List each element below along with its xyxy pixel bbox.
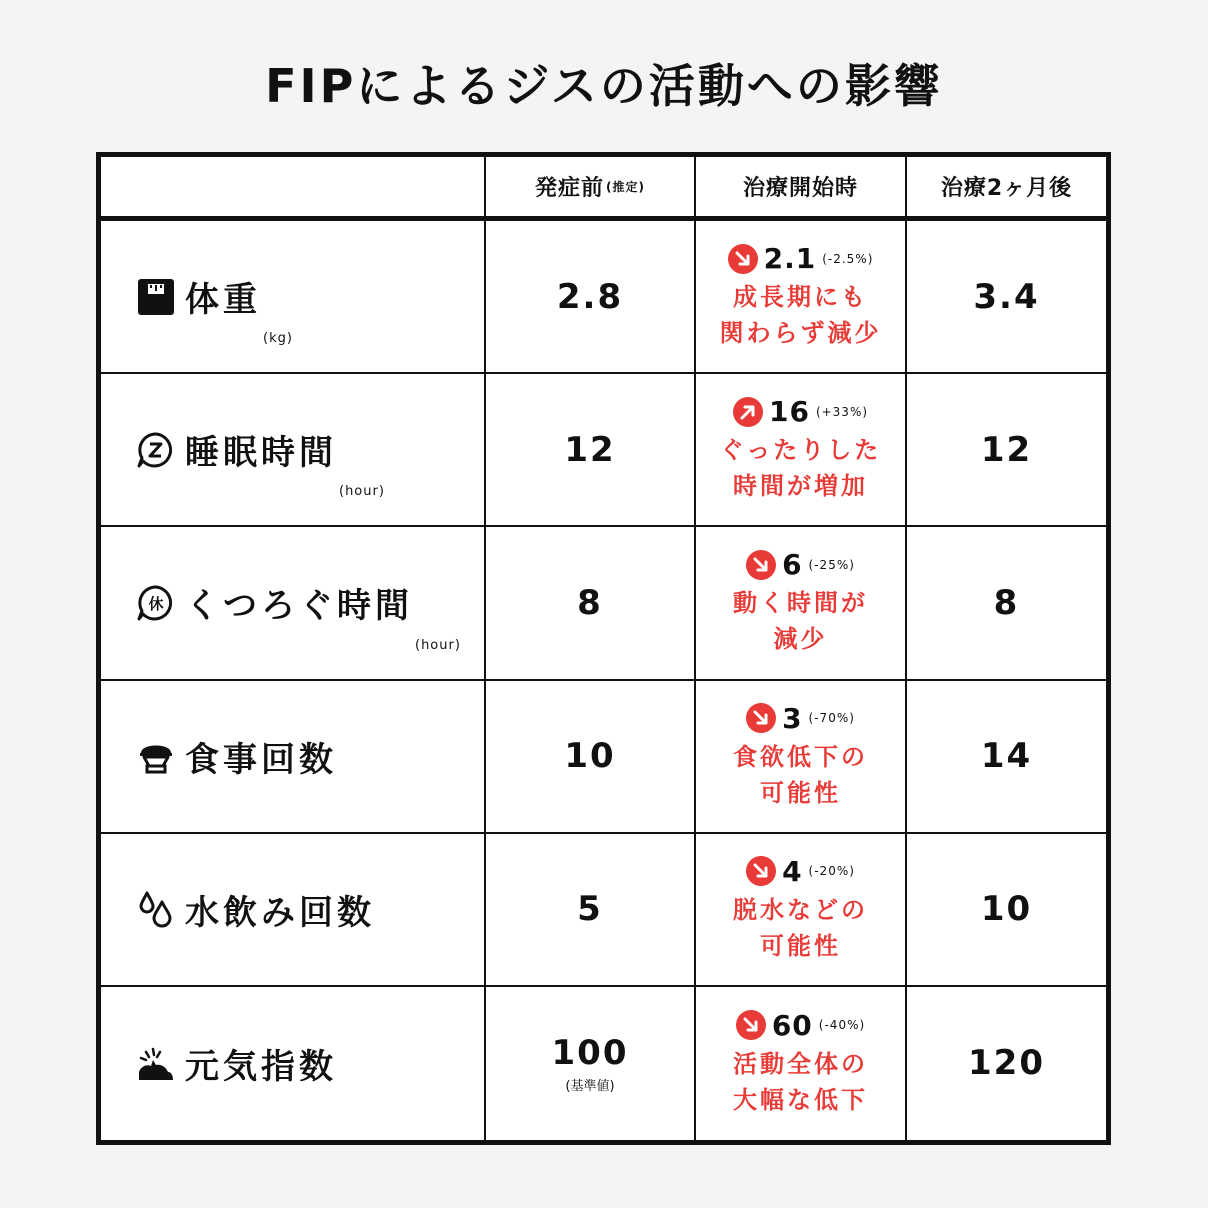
row-label-weight <box>101 221 486 374</box>
comparison-table <box>96 152 1111 1145</box>
before-value-cell <box>486 221 696 374</box>
header-before-note: (推定) <box>606 180 645 194</box>
start-description-line1: 成長期にも <box>733 283 868 312</box>
after-value: 120 <box>968 1043 1045 1084</box>
water-drops-icon <box>135 888 177 930</box>
row-label-text: 水飲み回数 <box>185 892 375 933</box>
row-label-sleep <box>101 374 486 527</box>
start-description <box>733 739 868 811</box>
row-label-unit: (hour) <box>339 484 385 500</box>
arrow-up-right-icon <box>733 397 763 427</box>
before-value: 5 <box>577 889 603 930</box>
header-after <box>907 157 1106 221</box>
arrow-down-right-icon <box>746 703 776 733</box>
start-description-line2: 可能性 <box>760 778 841 807</box>
header-after-label: 治療2ヶ月後 <box>940 176 1073 201</box>
after-value-cell <box>907 527 1106 680</box>
start-description <box>733 892 868 964</box>
arrow-down-right-icon <box>736 1010 766 1040</box>
energetic-cat-icon <box>135 1042 177 1084</box>
row-label-text: 食事回数 <box>185 739 337 780</box>
arrow-down-right-icon <box>746 856 776 886</box>
rest-bubble-icon <box>135 582 177 624</box>
start-description-line1: 食欲低下の <box>733 742 868 771</box>
start-description-line2: 減少 <box>773 625 828 654</box>
start-description <box>720 279 882 351</box>
header-start <box>696 157 907 221</box>
after-value-cell <box>907 834 1106 987</box>
before-value-cell <box>486 834 696 987</box>
start-change-cell <box>696 527 907 680</box>
start-change-percent: (-70%) <box>808 711 855 726</box>
after-value: 8 <box>993 582 1020 623</box>
food-bowl-icon <box>135 735 177 777</box>
after-value: 3.4 <box>973 276 1040 317</box>
start-change-cell <box>696 374 907 527</box>
start-change-cell <box>696 221 907 374</box>
start-value: 4 <box>782 854 803 888</box>
row-label-meals <box>101 681 486 834</box>
start-change-cell <box>696 834 907 987</box>
svg-text:休: 休 <box>148 594 164 613</box>
row-label-text: 体重 <box>185 280 261 321</box>
start-description-line2: 時間が増加 <box>733 472 868 501</box>
start-description <box>733 1046 868 1118</box>
after-value: 12 <box>980 429 1033 470</box>
row-label-text: くつろぐ時間 <box>185 586 413 627</box>
page-title: FIPによるジスの活動への影響 <box>265 59 943 113</box>
start-description-line1: 脱水などの <box>733 895 868 924</box>
start-description-line2: 可能性 <box>760 931 841 960</box>
start-description-line1: 活動全体の <box>733 1049 868 1078</box>
row-label-text: 睡眠時間 <box>185 433 337 474</box>
after-value-cell <box>907 681 1106 834</box>
row-label-unit: (hour) <box>415 637 461 653</box>
after-value-cell <box>907 374 1106 527</box>
after-value-cell <box>907 221 1106 374</box>
arrow-down-right-icon <box>746 550 776 580</box>
start-description-line1: ぐったりした <box>719 436 882 465</box>
header-empty-cell <box>101 157 486 221</box>
before-value-cell <box>486 527 696 680</box>
row-label-energy <box>101 987 486 1140</box>
start-change-percent: (+33%) <box>815 404 869 419</box>
start-description <box>720 432 882 504</box>
row-label-water <box>101 834 486 987</box>
start-description-line2: 関わらず減少 <box>719 319 882 348</box>
arrow-down-right-icon <box>728 244 758 274</box>
before-value: 2.8 <box>556 276 624 317</box>
before-value: 12 <box>564 429 616 470</box>
start-description-line1: 動く時間が <box>733 589 868 618</box>
after-value: 10 <box>980 889 1033 930</box>
start-change-percent: (-25%) <box>808 557 855 572</box>
before-value-cell <box>486 681 696 834</box>
header-before-label: 発症前 <box>535 176 605 201</box>
start-change-cell <box>696 681 907 834</box>
start-value: 3 <box>782 701 803 735</box>
header-before <box>486 157 696 221</box>
start-change-percent: (-2.5%) <box>822 251 874 266</box>
before-value-note: (基準値) <box>565 1078 615 1094</box>
before-value: 10 <box>564 736 616 777</box>
row-label-unit: (kg) <box>263 331 293 347</box>
start-change-cell <box>696 987 907 1140</box>
after-value: 14 <box>980 736 1033 777</box>
sleep-bubble-icon <box>135 429 177 471</box>
start-value: 16 <box>768 395 810 429</box>
before-value-cell <box>486 987 696 1140</box>
start-change-percent: (-40%) <box>818 1018 866 1033</box>
row-label-relax <box>101 527 486 680</box>
start-value: 6 <box>782 548 803 582</box>
before-value-cell <box>486 374 696 527</box>
after-value-cell <box>907 987 1106 1140</box>
before-value: 8 <box>577 582 603 623</box>
scale-icon <box>135 276 177 318</box>
start-value: 60 <box>771 1008 813 1042</box>
before-value: 100 <box>551 1032 629 1073</box>
start-description <box>733 585 868 657</box>
start-change-percent: (-20%) <box>808 864 855 879</box>
start-value: 2.1 <box>763 242 817 276</box>
start-description-line2: 大幅な低下 <box>733 1085 868 1114</box>
header-start-label: 治療開始時 <box>742 176 858 201</box>
row-label-text: 元気指数 <box>185 1046 337 1087</box>
